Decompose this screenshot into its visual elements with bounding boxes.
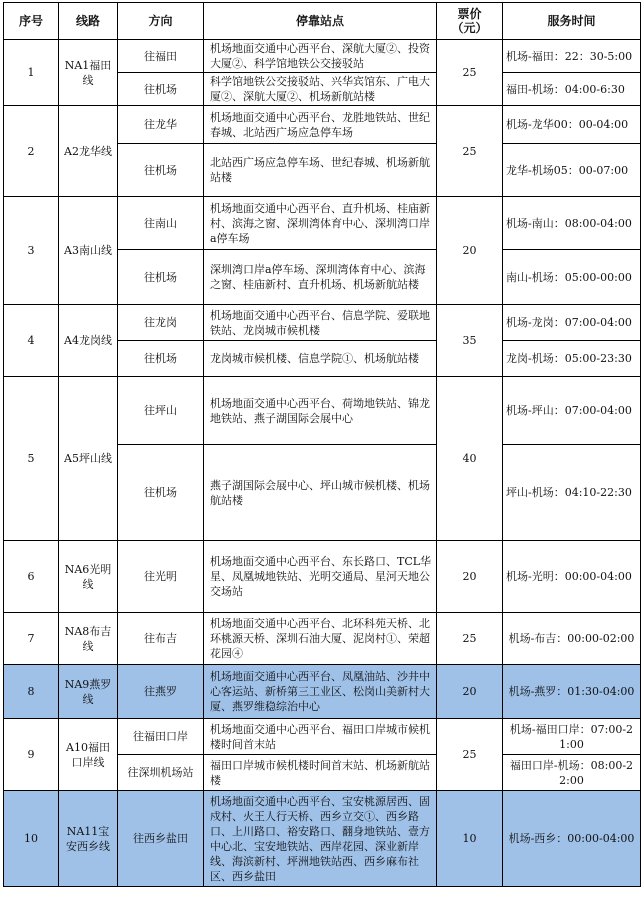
route-time: 福田口岸-机场：08:00-22:00 (503, 755, 641, 791)
header-stops: 停靠站点 (204, 3, 437, 40)
route-stops: 福田口岸城市候机楼时间首末站、机场新航站楼 (204, 755, 437, 791)
table-row (4, 613, 641, 665)
table-row (4, 665, 641, 719)
route-time: 机场-西乡：00:00-04:00 (503, 791, 641, 887)
route-price: 20 (437, 197, 503, 305)
header-direction: 方向 (118, 3, 204, 40)
route-no: 1 (4, 40, 59, 106)
route-time: 机场-龙岗：07:00-04:00 (503, 305, 641, 341)
route-line: NA8布吉线 (59, 613, 118, 665)
route-price: 40 (437, 377, 503, 541)
route-stops: 机场地面交通中心西平台、直升机场、桂庙新村、滨海之窗、深圳湾体育中心、深圳湾口岸a停车场 (204, 197, 437, 250)
route-direction: 往福田口岸 (118, 719, 204, 755)
route-direction: 往机场 (118, 445, 204, 541)
route-direction: 往坪山 (118, 377, 204, 445)
route-time: 机场-燕罗：01:30-04:00 (503, 665, 641, 719)
route-price: 10 (437, 791, 503, 887)
route-price: 25 (437, 719, 503, 791)
route-time: 坪山-机场：04:10-22:30 (503, 445, 641, 541)
table-row (4, 197, 641, 250)
table-row (4, 719, 641, 755)
route-stops: 机场地面交通中心西平台、福田口岸城市候机楼时间首末站 (204, 719, 437, 755)
table-row (4, 40, 641, 73)
route-no: 8 (4, 665, 59, 719)
route-stops: 机场地面交通中心西平台、信息学院、爱联地铁站、龙岗城市候机楼 (204, 305, 437, 341)
route-direction: 往燕罗 (118, 665, 204, 719)
route-time: 机场-龙华00：00-04:00 (503, 106, 641, 144)
route-direction: 往龙岗 (118, 305, 204, 341)
route-time: 机场-布吉：00:00-02:00 (503, 613, 641, 665)
route-no: 10 (4, 791, 59, 887)
route-stops: 机场地面交通中心西平台、宝安桃源居西、固戍村、火王人行天桥、西乡立交①、西乡路口、上川路口、裕安路口、翻身地铁站、壹方中心北、宝安地铁站、西岸花园、深业新岸线、海滨新村、坪洲地铁站西、西乡麻布社区、西乡盐田 (204, 791, 437, 887)
route-direction: 往深圳机场站 (118, 755, 204, 791)
route-time: 南山-机场：05:00-00:00 (503, 250, 641, 305)
route-price: 20 (437, 665, 503, 719)
route-line: NA1福田线 (59, 40, 118, 106)
header-service-time: 服务时间 (503, 3, 641, 40)
route-stops: 燕子湖国际会展中心、坪山城市候机楼、机场航站楼 (204, 445, 437, 541)
route-no: 5 (4, 377, 59, 541)
route-stops: 机场地面交通中心西平台、深航大厦②、投资大厦②、科学馆地铁公交接驳站 (204, 40, 437, 73)
route-line: NA11宝安西乡线 (59, 791, 118, 887)
route-direction: 往光明 (118, 541, 204, 613)
route-stops: 机场地面交通中心西平台、荷坳地铁站、锦龙地铁站、燕子湖国际会展中心 (204, 377, 437, 445)
route-no: 2 (4, 106, 59, 197)
header-line: 线路 (59, 3, 118, 40)
table-row (4, 305, 641, 341)
header-no: 序号 (4, 3, 59, 40)
route-line: NA6光明线 (59, 541, 118, 613)
route-line: A5坪山线 (59, 377, 118, 541)
table-row (4, 106, 641, 144)
route-direction: 往机场 (118, 341, 204, 377)
route-line: A2龙华线 (59, 106, 118, 197)
route-direction: 往福田 (118, 40, 204, 73)
table-row (4, 541, 641, 613)
route-no: 9 (4, 719, 59, 791)
route-stops: 机场地面交通中心西平台、东长路口、TCL华星、凤凰城地铁站、光明交通局、星河天地公交场站 (204, 541, 437, 613)
route-no: 7 (4, 613, 59, 665)
route-price: 25 (437, 613, 503, 665)
table-row (4, 791, 641, 887)
route-no: 4 (4, 305, 59, 377)
route-no: 6 (4, 541, 59, 613)
route-stops: 机场地面交通中心西平台、龙胜地铁站、世纪春城、北站西广场应急停车场 (204, 106, 437, 144)
route-time: 机场-福田：22：30-5:00 (503, 40, 641, 73)
table-row (4, 377, 641, 445)
route-stops: 科学馆地铁公交接驳站、兴华宾馆东、广电大厦②、深航大厦②、机场新航站楼 (204, 73, 437, 106)
route-direction: 往龙华 (118, 106, 204, 144)
route-price: 25 (437, 106, 503, 197)
route-direction: 往布吉 (118, 613, 204, 665)
route-direction: 往机场 (118, 73, 204, 106)
route-direction: 往机场 (118, 144, 204, 197)
route-line: A4龙岗线 (59, 305, 118, 377)
route-no: 3 (4, 197, 59, 305)
route-direction: 往西乡盐田 (118, 791, 204, 887)
route-line: A3南山线 (59, 197, 118, 305)
route-time: 机场-光明：00:00-04:00 (503, 541, 641, 613)
route-line: A10福田口岸线 (59, 719, 118, 791)
route-price: 35 (437, 305, 503, 377)
route-direction: 往机场 (118, 250, 204, 305)
route-stops: 龙岗城市候机楼、信息学院①、机场航站楼 (204, 341, 437, 377)
route-time: 福田-机场：04:00-6:30 (503, 73, 641, 106)
route-time: 机场-福田口岸：07:00-21:00 (503, 719, 641, 755)
route-stops: 深圳湾口岸a停车场、深圳湾体育中心、滨海之窗、桂庙新村、直升机场、机场新航站楼 (204, 250, 437, 305)
route-price: 25 (437, 40, 503, 106)
route-time: 龙华-机场05：00-07:00 (503, 144, 641, 197)
route-stops: 北站西广场应急停车场、世纪春城、机场新航站楼 (204, 144, 437, 197)
header-row (4, 3, 641, 40)
route-time: 龙岗-机场：05:00-23:30 (503, 341, 641, 377)
route-direction: 往南山 (118, 197, 204, 250)
route-stops: 机场地面交通中心西平台、凤凰油站、沙井中心客运站、新桥第三工业区、松岗山美新村大厦、燕罗维稳综治中心 (204, 665, 437, 719)
route-time: 机场-坪山：07:00-04:00 (503, 377, 641, 445)
route-price: 20 (437, 541, 503, 613)
route-stops: 机场地面交通中心西平台、北环科苑天桥、北环桃源天桥、深圳石油大厦、泥岗村①、荣超花园④ (204, 613, 437, 665)
route-line: NA9燕罗线 (59, 665, 118, 719)
route-time: 机场-南山：08:00-04:00 (503, 197, 641, 250)
bus-route-table (3, 2, 641, 887)
header-price: 票价 （元） (437, 3, 503, 40)
